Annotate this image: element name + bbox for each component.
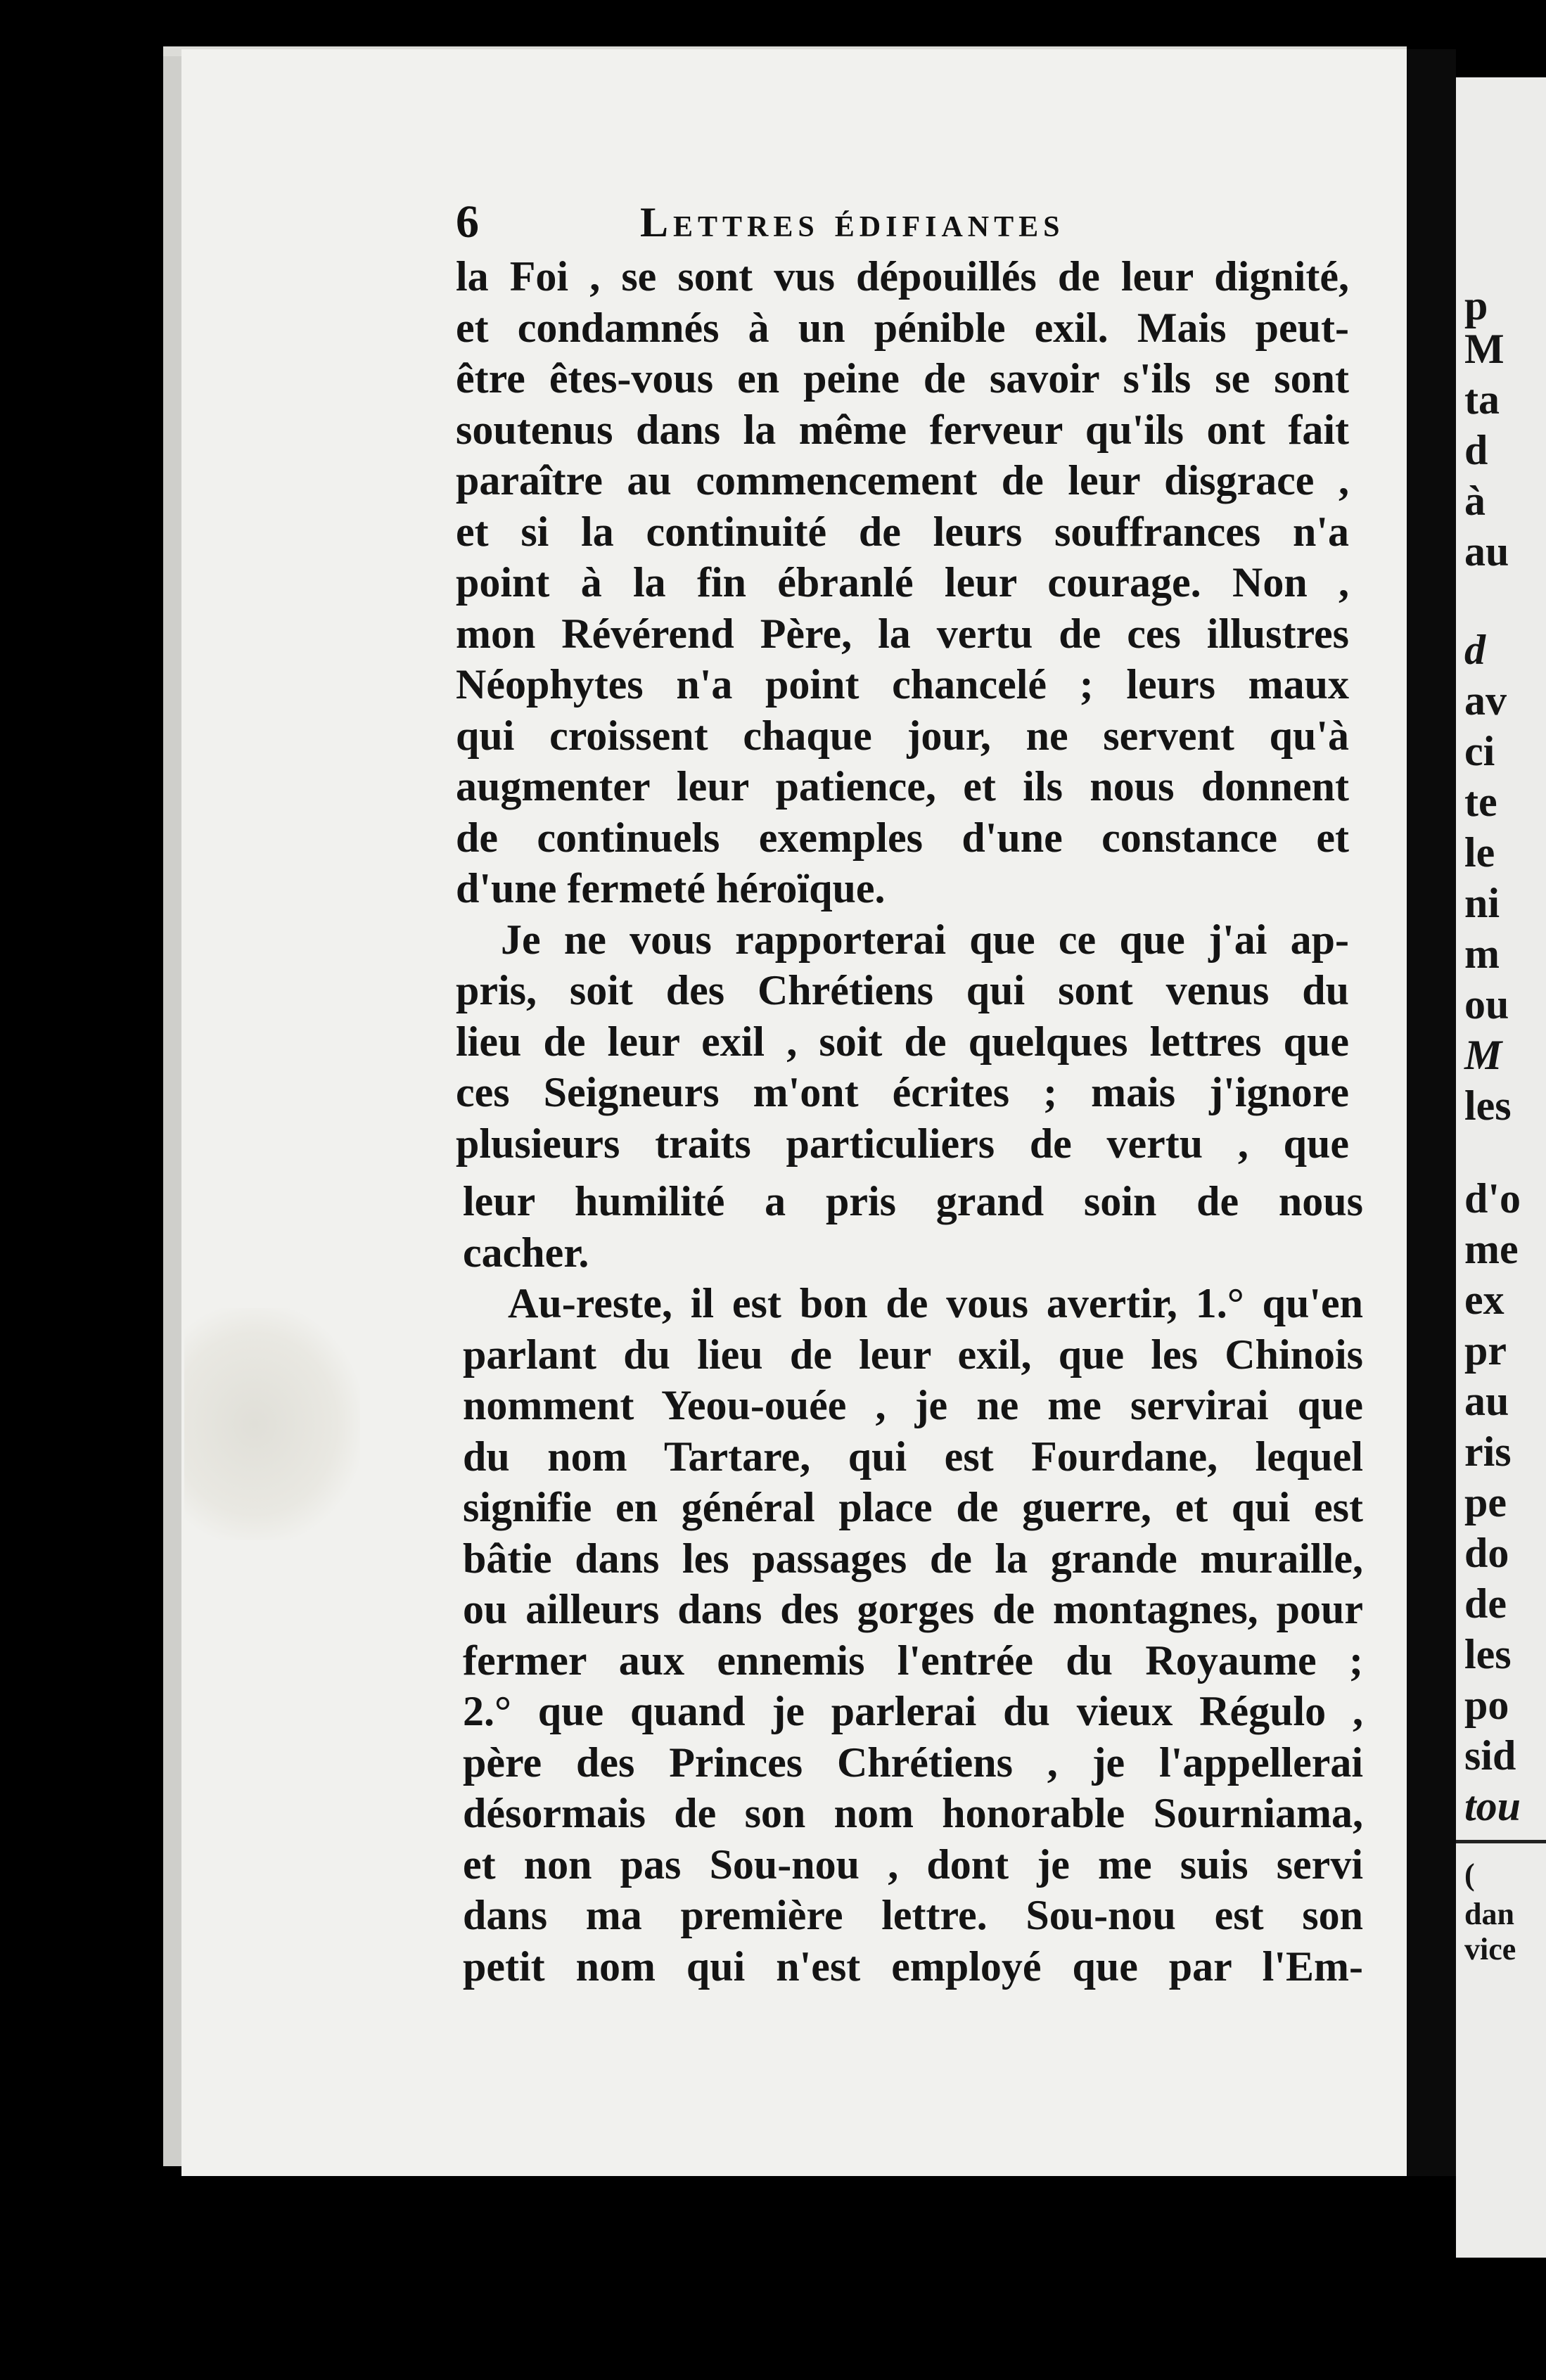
text-line: point à la fin ébranlé leur courage. Non ,: [456, 559, 1349, 606]
text-line: et condamnés à un pénible exil. Mais peut-: [456, 304, 1349, 351]
adjacent-page: [1456, 77, 1546, 2258]
adjacent-fragment: ta: [1464, 376, 1500, 423]
adjacent-fragment: (: [1464, 1857, 1475, 1892]
adjacent-fragment: au: [1464, 528, 1509, 575]
text-line: petit nom qui n'est employé que par l'Em-: [463, 1943, 1363, 1990]
adjacent-fragment: tou: [1464, 1783, 1521, 1829]
adjacent-fragment: m: [1464, 930, 1500, 977]
adjacent-fragment: M: [1464, 326, 1505, 372]
text-line: pris, soit des Chrétiens qui sont venus du: [456, 967, 1349, 1013]
page-left-edge: [163, 56, 181, 2166]
text-line: et si la continuité de leurs souffrances n'a: [456, 508, 1349, 555]
gutter-shadow: [1407, 49, 1456, 2176]
text-line: d'une fermeté héroïque.: [456, 865, 886, 911]
running-head: Lettres édifiantes: [640, 199, 1065, 245]
adjacent-fragment: pr: [1464, 1327, 1507, 1374]
text-block-upper: [456, 251, 1349, 1169]
adjacent-fragment: ci: [1464, 728, 1495, 774]
text-line: fermer aux ennemis l'entrée du Royaume ;: [463, 1637, 1363, 1684]
adjacent-fragment: de: [1464, 1580, 1507, 1627]
text-block-lower: [463, 1176, 1363, 1992]
adjacent-fragment: d: [1464, 627, 1486, 673]
text-line: paraître au commencement de leur disgrace ,: [456, 457, 1349, 504]
text-line: cacher.: [463, 1229, 589, 1276]
text-line: Néophytes n'a point chancelé ; leurs maux: [456, 661, 1349, 708]
text-line: être êtes-vous en peine de savoir s'ils se sont: [456, 355, 1349, 402]
adjacent-fragment: les: [1464, 1082, 1512, 1129]
text-line: mon Révérend Père, la vertu de ces illustres: [456, 610, 1349, 657]
text-line: augmenter leur patience, et ils nous donnent: [456, 763, 1349, 810]
text-line: dans ma première lettre. Sou-nou est son: [463, 1892, 1363, 1938]
text-line: ou ailleurs dans des gorges de montagnes, pour: [463, 1586, 1363, 1632]
adjacent-fragment: d'o: [1464, 1175, 1521, 1222]
text-line: plusieurs traits particuliers de vertu , que: [456, 1120, 1349, 1167]
text-line: ces Seigneurs m'ont écrites ; mais j'ignore: [456, 1069, 1349, 1115]
text-line: Au-reste, il est bon de vous avertir, 1.° qu'en: [508, 1280, 1363, 1326]
footnote-rule: [1456, 1840, 1546, 1843]
adjacent-fragment: à: [1464, 478, 1486, 524]
adjacent-fragment: les: [1464, 1631, 1512, 1677]
text-line: qui croissent chaque jour, ne servent qu'à: [456, 712, 1349, 759]
text-line: lieu de leur exil , soit de quelques lettres que: [456, 1018, 1349, 1065]
adjacent-fragment: d: [1464, 427, 1488, 473]
text-line: père des Princes Chrétiens , je l'appellerai: [463, 1739, 1363, 1786]
adjacent-fragment: ni: [1464, 880, 1500, 926]
adjacent-fragment: me: [1464, 1226, 1519, 1272]
adjacent-fragment: sid: [1464, 1732, 1516, 1779]
text-line: et non pas Sou-nou , dont je me suis servi: [463, 1841, 1363, 1888]
text-line: leur humilité a pris grand soin de nous: [463, 1178, 1363, 1224]
adjacent-fragment: au: [1464, 1378, 1509, 1424]
text-line: bâtie dans les passages de la grande muraille,: [463, 1535, 1363, 1582]
adjacent-fragment: p: [1464, 282, 1488, 328]
adjacent-fragment: do: [1464, 1530, 1509, 1576]
text-line: désormais de son nom honorable Sourniama,: [463, 1790, 1363, 1836]
text-line: signifie en général place de guerre, et qui est: [463, 1484, 1363, 1530]
adjacent-fragment: pe: [1464, 1479, 1507, 1525]
adjacent-fragment: po: [1464, 1682, 1509, 1728]
adjacent-fragment: te: [1464, 779, 1497, 825]
text-line: du nom Tartare, qui est Fourdane, lequel: [463, 1433, 1363, 1480]
adjacent-fragment: ou: [1464, 981, 1509, 1028]
adjacent-fragment: vice: [1464, 1932, 1516, 1966]
text-line: parlant du lieu de leur exil, que les Chinois: [463, 1331, 1363, 1378]
adjacent-fragment: le: [1464, 829, 1495, 876]
adjacent-fragment: dan: [1464, 1897, 1514, 1931]
adjacent-fragment: M: [1464, 1032, 1502, 1078]
adjacent-fragment: ex: [1464, 1277, 1505, 1323]
adjacent-fragment: av: [1464, 677, 1507, 724]
page-header: [456, 196, 1370, 252]
paper-stain: [184, 1308, 360, 1540]
text-line: 2.° que quand je parlerai du vieux Régulo ,: [463, 1688, 1363, 1734]
text-line: de continuels exemples d'une constance et: [456, 814, 1349, 861]
adjacent-fragment: ris: [1464, 1428, 1512, 1475]
text-line: Je ne vous rapporterai que ce que j'ai ap-: [501, 916, 1349, 963]
text-line: la Foi , se sont vus dépouillés de leur dignité,: [456, 253, 1349, 300]
text-line: soutenus dans la même ferveur qu'ils ont fait: [456, 406, 1349, 453]
text-line: nomment Yeou-ouée , je ne me servirai que: [463, 1382, 1363, 1428]
page-number: 6: [456, 196, 479, 248]
